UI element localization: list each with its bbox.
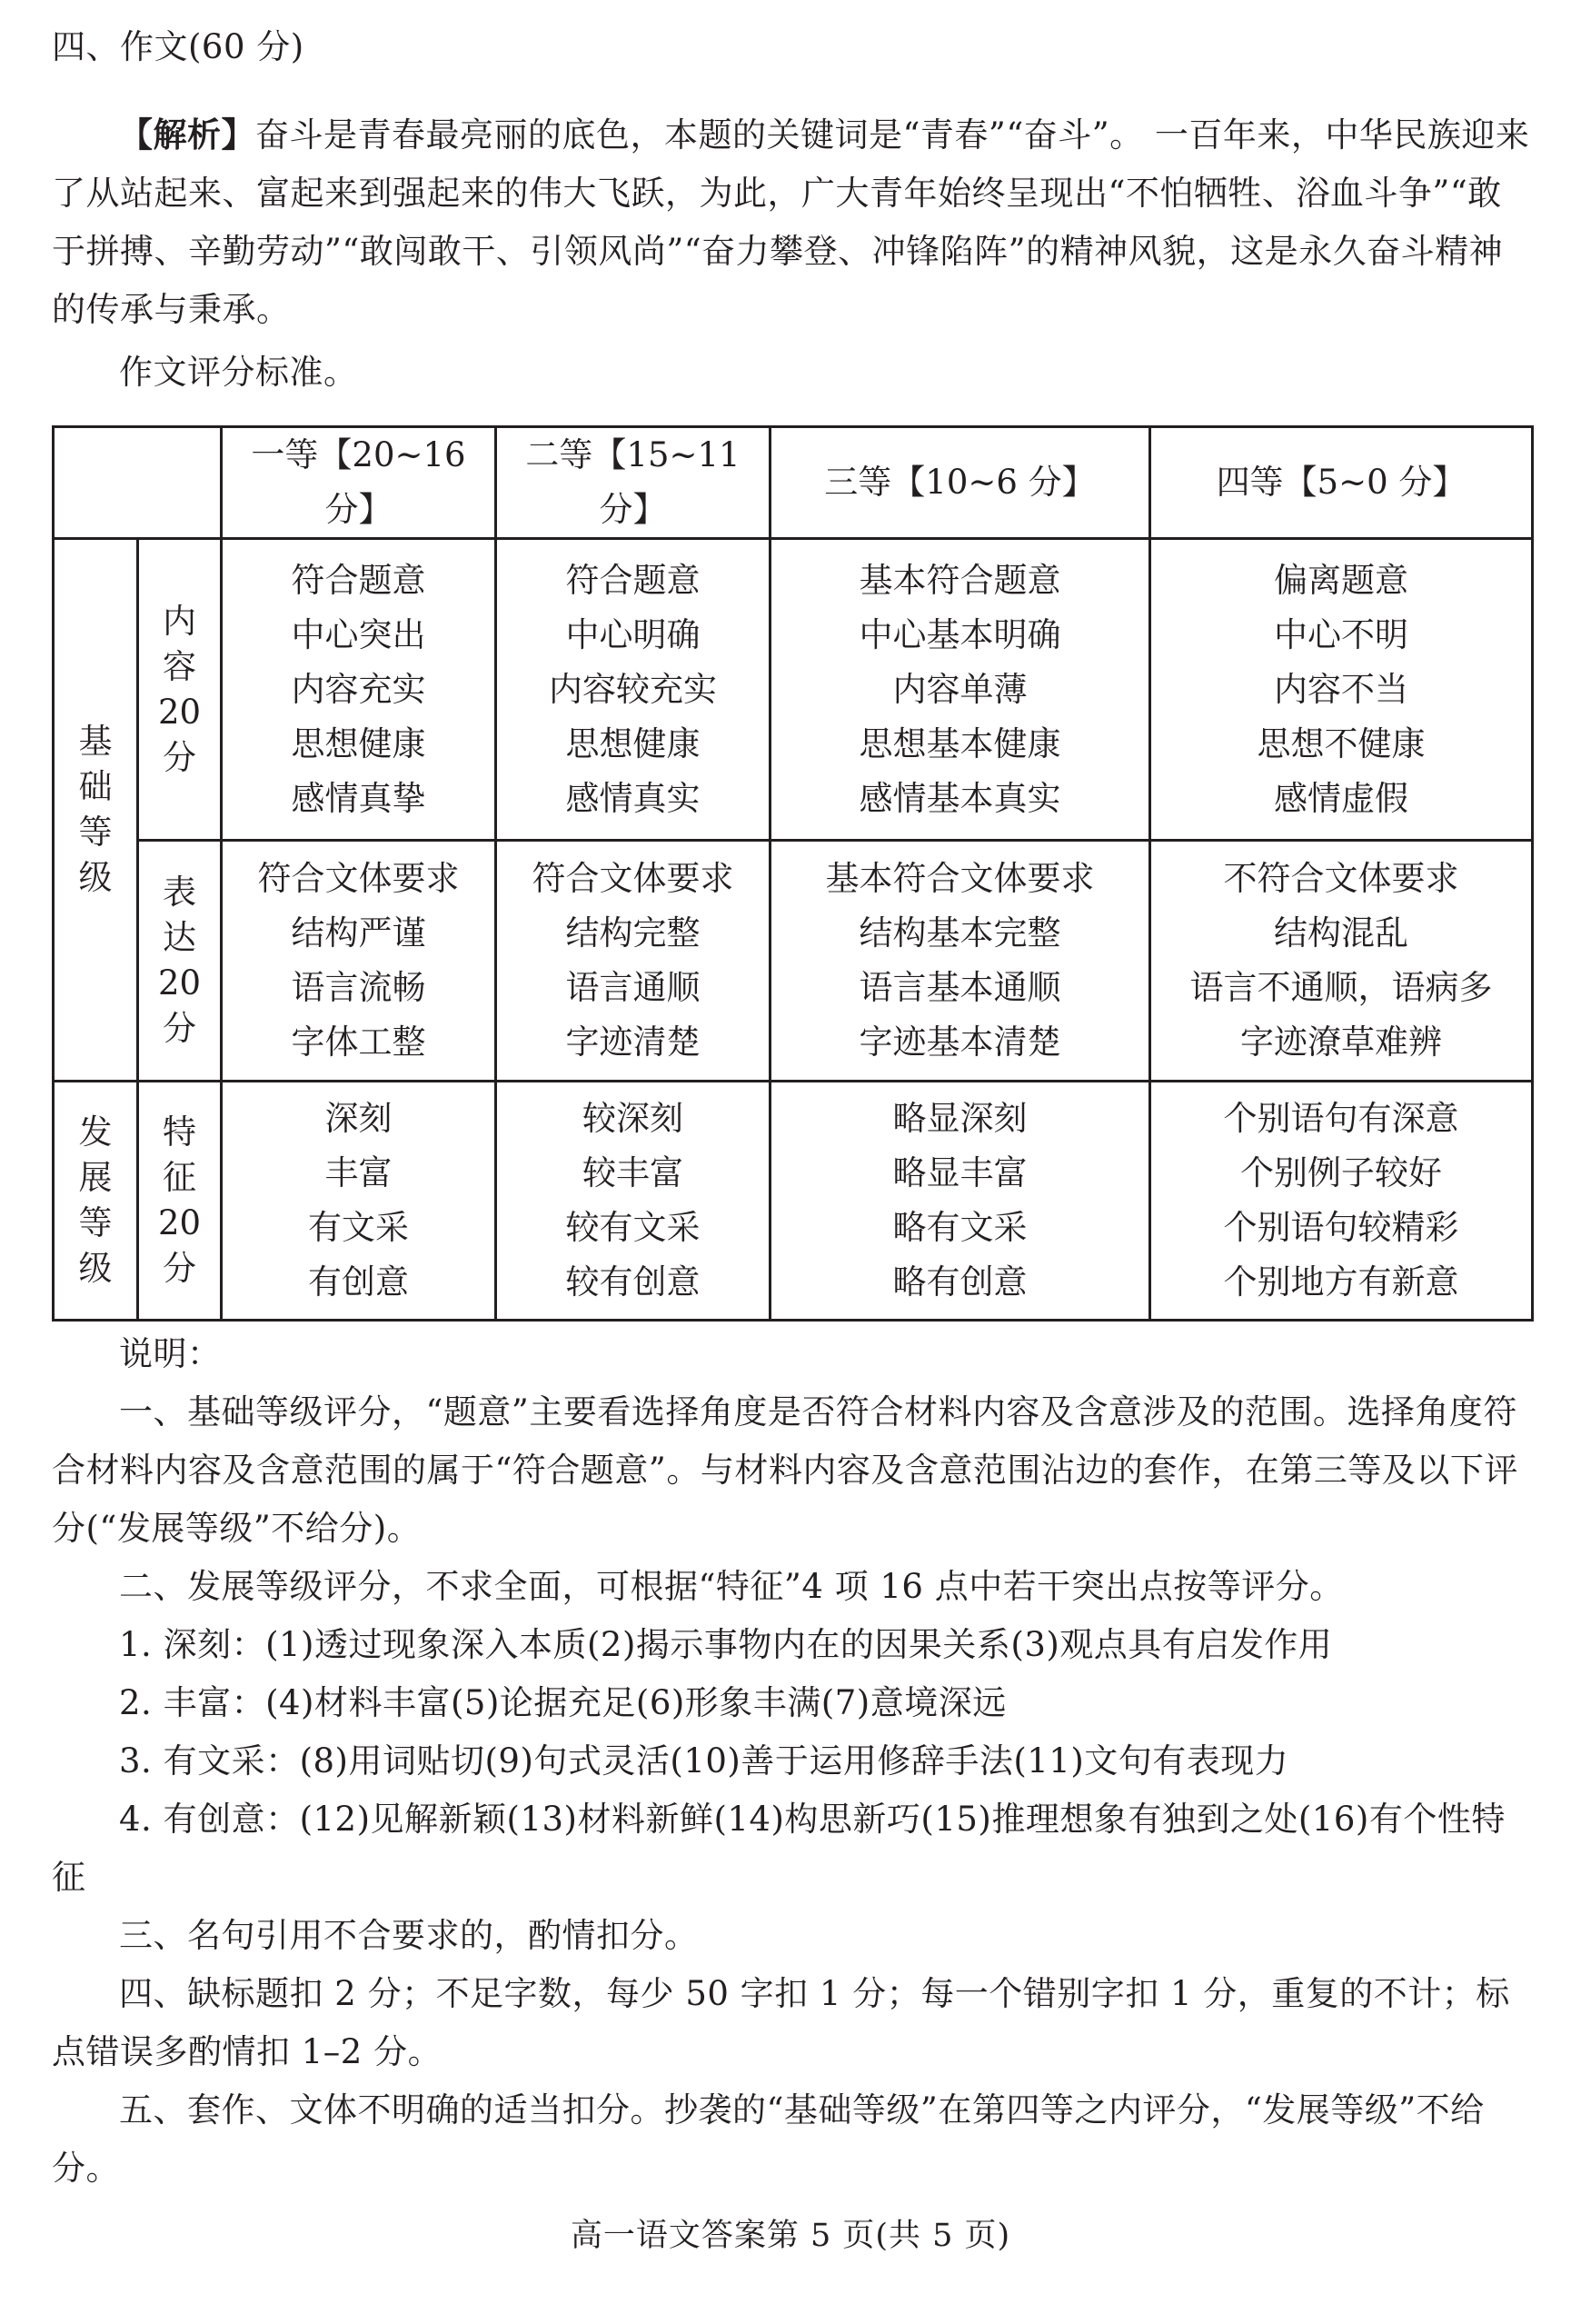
header-grade-4: 四等【5~0 分】 [1150,427,1533,539]
cell-features-grade-4 [1150,1082,1533,1321]
cell-line: 有文采 [308,1208,409,1247]
cell-line: 内容不当 [1274,669,1408,709]
cell-line: 结构混乱 [1274,913,1408,953]
corner-cell [54,427,222,539]
cell-line: 偏离题意 [1274,560,1408,600]
cell-line: 符合文体要求 [257,859,460,898]
note-1: 一、基础等级评分，“题意”主要看选择角度是否符合材料内容及含意涉及的范围。选择角度符合材料内容及含意范围的属于“符合题意”。与材料内容及含意范围沾边的套作，在第三等及以下评分(“发展等级”不给分)。 [52,1392,1518,1548]
cell-line: 基本符合题意 [859,560,1061,600]
label-char: 内 [163,601,196,641]
cell-line: 较丰富 [582,1153,683,1192]
table-header-row [54,427,1533,539]
cell-line: 个别语句有深意 [1223,1099,1459,1138]
cell-line: 中心基本明确 [859,614,1061,654]
table-row-content [54,539,1533,841]
label-char: 容 [163,646,196,686]
cell-features-grade-1 [222,1082,496,1321]
cell-line: 感情真挚 [291,778,426,818]
cell-line: 不符合文体要求 [1223,859,1459,898]
note-5: 五、套作、文体不明确的适当扣分。抄袭的“基础等级”在第四等之内评分，“发展等级”不给分。 [52,2090,1485,2188]
cell-features-grade-2 [496,1082,771,1321]
cell-line: 略有文采 [892,1208,1028,1247]
cell-line: 语言流畅 [291,968,426,1007]
cell-line: 语言通顺 [565,968,701,1007]
label-char: 20 [157,963,202,1002]
label-char: 分 [163,737,196,777]
cell-line: 略有创意 [892,1262,1028,1302]
table-row-features [54,1082,1533,1321]
table-row-expression [54,841,1533,1082]
cell-line: 字迹基本清楚 [859,1022,1061,1062]
group-char: 等 [78,1203,113,1242]
label-char: 分 [163,1249,196,1288]
note-3: 三、名句引用不合要求的，酌情扣分。 [119,1916,699,1955]
cell-line: 语言不通顺，语病多 [1189,968,1493,1007]
analysis-text: 奋斗是青春最亮丽的底色，本题的关键词是“青春”“奋斗”。 一百年来，中华民族迎来了从站起来、富起来到强起来的伟大飞跃，为此，广大青年始终呈现出“不怕牺牲、浴血斗争”“敢于拼搏、辛勤劳动”“敢闯敢干、引领风尚”“奋力攀登、冲锋陷阵”的精神风貌，这是永久奋斗精神的传承与秉承。 [52,115,1530,329]
group-char: 级 [78,1249,113,1288]
cell-line: 内容较充实 [549,669,717,709]
label-char: 特 [163,1112,196,1152]
analysis-label: 【解析】 [119,115,255,155]
cell-line: 字体工整 [291,1022,426,1062]
cell-line: 略显深刻 [892,1099,1028,1138]
cell-line: 符合题意 [565,560,701,600]
label-char: 表 [163,873,196,912]
cell-line: 较有创意 [565,1262,701,1302]
cell-line: 字迹潦草难辨 [1240,1022,1442,1062]
label-char: 20 [157,1203,202,1242]
cell-line: 个别地方有新意 [1223,1262,1459,1302]
cell-line: 思想不健康 [1257,723,1426,763]
cell-line: 中心不明 [1274,614,1408,654]
cell-line: 个别语句较精彩 [1223,1208,1459,1247]
note-detail-4: 4. 有创意：(12)见解新颖(13)材料新鲜(14)构思新巧(15)推理想象有独到之处(16)有个性特征 [52,1800,1506,1897]
cell-line: 符合文体要求 [532,859,734,898]
cell-line: 深刻 [324,1099,393,1138]
cell-line: 感情真实 [565,778,701,818]
cell-line: 字迹清楚 [565,1022,701,1062]
cell-line: 内容充实 [291,669,426,709]
notes-title: 说明： [119,1334,222,1373]
header-grade-2: 二等【15~11 分】 [496,427,771,539]
note-detail-1: 1. 深刻：(1)透过现象深入本质(2)揭示事物内在的因果关系(3)观点具有启发作用 [119,1625,1333,1664]
cell-line: 感情虚假 [1274,778,1408,818]
cell-line: 感情基本真实 [859,778,1061,818]
cell-line: 丰富 [324,1153,393,1192]
cell-line: 较有文采 [565,1208,701,1247]
cell-expression-grade-3 [771,841,1150,1082]
cell-line: 个别例子较好 [1240,1153,1442,1192]
cell-content-grade-3 [771,539,1150,841]
note-4: 四、缺标题扣 2 分；不足字数，每少 50 字扣 1 分；每一个错别字扣 1 分，重复的不计；标点错误多酌情扣 1–2 分。 [52,1974,1510,2071]
note-detail-2: 2. 丰富：(4)材料丰富(5)论据充足(6)形象丰满(7)意境深远 [119,1683,1007,1722]
group-char: 展 [78,1158,113,1197]
group-char: 级 [78,858,113,897]
cell-line: 思想健康 [291,723,426,763]
criteria-title: 作文评分标准。 [119,353,358,392]
label-char: 征 [163,1158,196,1197]
cell-line: 较深刻 [582,1099,683,1138]
cell-line: 结构基本完整 [859,913,1061,953]
header-grade-1: 一等【20~16 分】 [222,427,496,539]
page-footer: 高一语文答案第 5 页(共 5 页) [570,2218,1011,2254]
cell-line: 思想基本健康 [859,723,1061,763]
cell-line: 基本符合文体要求 [825,859,1095,898]
group-basic-level [54,539,138,1082]
cell-line: 结构严谨 [291,913,426,953]
analysis-paragraph [52,105,1533,339]
cell-expression-grade-2 [496,841,771,1082]
group-development-level [54,1082,138,1321]
group-char: 础 [78,767,113,806]
group-char: 等 [78,813,113,852]
cell-line: 略显丰富 [892,1153,1028,1192]
cell-expression-grade-4 [1150,841,1533,1082]
cell-content-grade-1 [222,539,496,841]
cell-line: 有创意 [308,1262,409,1302]
cell-expression-grade-1 [222,841,496,1082]
cell-line: 结构完整 [565,913,701,953]
cell-line: 中心明确 [565,614,701,654]
label-char: 达 [163,918,196,957]
section-title: 四、作文(60 分) [52,27,304,66]
grading-table [52,425,1534,1322]
cell-line: 符合题意 [291,560,426,600]
cell-line: 中心突出 [291,614,426,654]
row-label-content [138,539,222,841]
row-label-features [138,1082,222,1321]
group-char: 发 [78,1112,113,1152]
cell-features-grade-3 [771,1082,1150,1321]
group-char: 基 [78,722,113,761]
cell-content-grade-4 [1150,539,1533,841]
header-grade-3: 三等【10~6 分】 [771,427,1150,539]
label-char: 20 [157,692,202,732]
cell-content-grade-2 [496,539,771,841]
note-2: 二、发展等级评分，不求全面，可根据“特征”4 项 16 点中若干突出点按等评分。 [119,1567,1344,1606]
cell-line: 思想健康 [565,723,701,763]
cell-line: 内容单薄 [892,669,1028,709]
label-char: 分 [163,1009,196,1048]
row-label-expression [138,841,222,1082]
cell-line: 语言基本通顺 [859,968,1061,1007]
note-detail-3: 3. 有文采：(8)用词贴切(9)句式灵活(10)善于运用修辞手法(11)文句有表现力 [119,1741,1289,1780]
